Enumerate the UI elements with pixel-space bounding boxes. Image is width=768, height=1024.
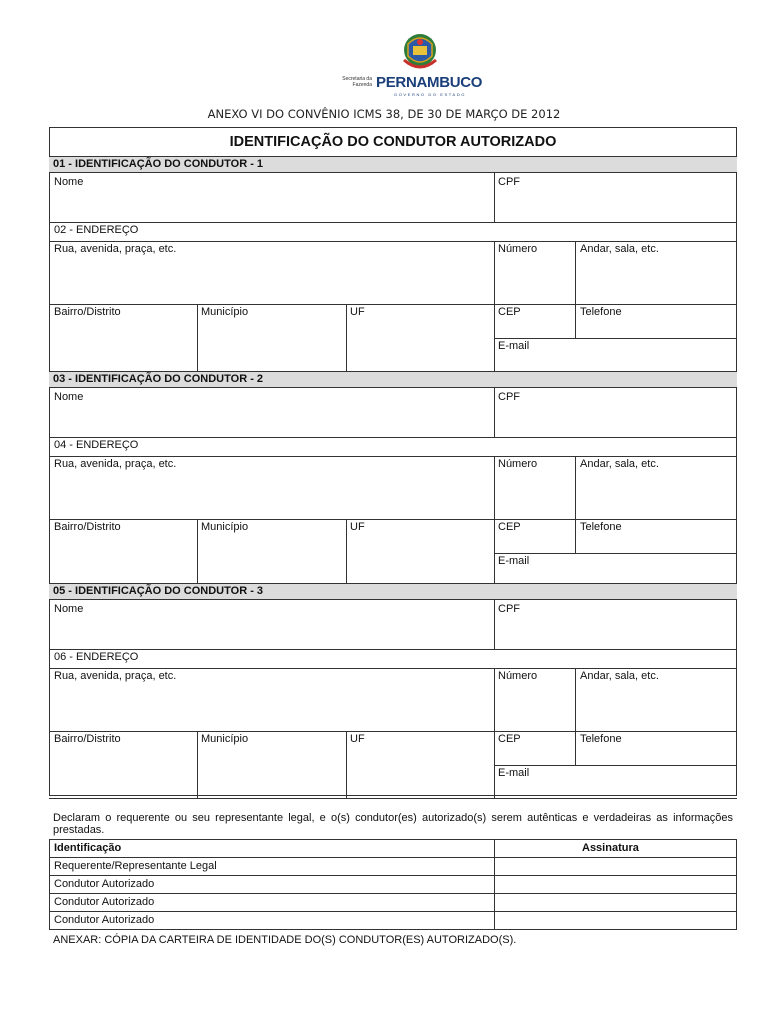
rua-label: Rua, avenida, praça, etc. [54,670,177,682]
section-header: 01 - IDENTIFICAÇÃO DO CONDUTOR - 1 [49,156,737,173]
cpf-label: CPF [498,391,520,403]
declaration-text: Declaram o requerente ou seu representante legal, e o(s) condutor(es) autorizado(s) serem autênticas e verdadeiras as informações prestadas. [53,812,733,836]
nome-label: Nome [54,603,84,615]
section-header: 05 - IDENTIFICAÇÃO DO CONDUTOR - 3 [49,583,737,600]
address-section-label: 06 - ENDEREÇO [54,651,139,663]
sig-row-label: Condutor Autorizado [54,896,155,908]
telefone-label: Telefone [580,733,622,745]
address-section-label: 04 - ENDEREÇO [54,439,139,451]
uf-label: UF [350,306,365,318]
sig-row-label: Condutor Autorizado [54,878,155,890]
municipio-label: Município [201,521,249,533]
section-header: 03 - IDENTIFICAÇÃO DO CONDUTOR - 2 [49,371,737,388]
rua-label: Rua, avenida, praça, etc. [54,243,177,255]
rua-label: Rua, avenida, praça, etc. [54,458,177,470]
email-label: E-mail [498,555,530,567]
municipio-label: Município [201,733,249,745]
pernambuco-logo [340,30,483,100]
brand-name: PERNAMBUCO [376,74,483,91]
address-section-label: 02 - ENDEREÇO [54,224,139,236]
col-identificacao-header: Identificação [54,842,122,854]
coat-of-arms-icon [398,30,442,74]
secretaria-label: Secretaria da Fazenda [342,76,372,88]
email-label: E-mail [498,767,530,779]
email-label: E-mail [498,340,530,352]
sig-row-label: Requerente/Representante Legal [54,860,217,872]
uf-label: UF [350,521,365,533]
numero-label: Número [498,458,538,470]
signature-table [49,839,737,930]
annex-heading: ANEXO VI DO CONVÊNIO ICMS 38, DE 30 DE MARÇO DE 2012 [207,107,561,121]
numero-label: Número [498,243,538,255]
nome-label: Nome [54,176,84,188]
nome-label: Nome [54,391,84,403]
gov-label: GOVERNO DO ESTADO [394,92,467,97]
municipio-label: Município [201,306,249,318]
cep-label: CEP [498,521,521,533]
sig-row-label: Condutor Autorizado [54,914,155,926]
bairro-label: Bairro/Distrito [54,306,121,318]
col-assinatura-header: Assinatura [582,842,639,854]
andar-label: Andar, sala, etc. [580,670,659,682]
cpf-label: CPF [498,176,520,188]
bairro-label: Bairro/Distrito [54,521,121,533]
andar-label: Andar, sala, etc. [580,458,659,470]
cep-label: CEP [498,733,521,745]
cep-label: CEP [498,306,521,318]
attachment-note: ANEXAR: CÓPIA DA CARTEIRA DE IDENTIDADE DO(S) CONDUTOR(ES) AUTORIZADO(S). [53,934,517,946]
bairro-label: Bairro/Distrito [54,733,121,745]
telefone-label: Telefone [580,306,622,318]
telefone-label: Telefone [580,521,622,533]
uf-label: UF [350,733,365,745]
cpf-label: CPF [498,603,520,615]
numero-label: Número [498,670,538,682]
andar-label: Andar, sala, etc. [580,243,659,255]
form-title: IDENTIFICAÇÃO DO CONDUTOR AUTORIZADO [229,133,557,150]
